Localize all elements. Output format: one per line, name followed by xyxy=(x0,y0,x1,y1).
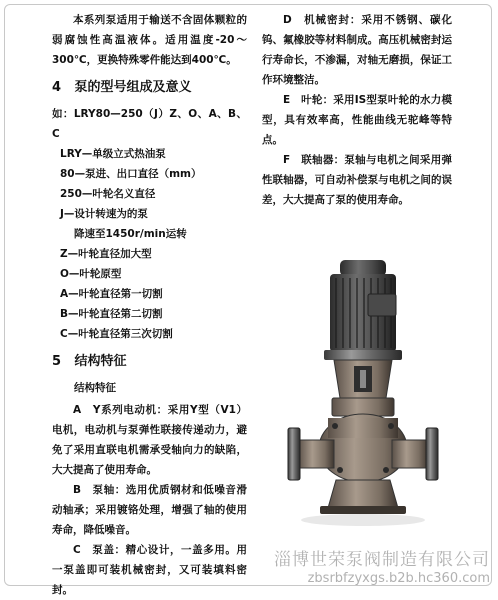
watermark xyxy=(274,545,490,586)
pump-photo xyxy=(280,258,450,536)
inlet-pipe xyxy=(298,440,334,468)
section-5-heading xyxy=(52,352,247,372)
shadow xyxy=(301,514,425,526)
paragraph-e-impeller: E 叶轮：采用IS型泵叶轮的水力模型，具有效率高，性能曲线无驼峰等特点。 xyxy=(262,94,452,146)
terminal-box xyxy=(368,294,396,316)
paragraph-c-cover: C 泵盖：精心设计，一盖多用。用一泵盖即可装机械密封，又可装填料密封。 xyxy=(52,544,247,596)
model-item-250: 250—叶轮名义直径 xyxy=(60,188,156,200)
model-item-j: J—设计转速为的泵 xyxy=(60,208,148,220)
model-item-80: 80—泵进、出口直径（mm） xyxy=(60,168,202,180)
paragraph-f-coupling: F 联轴器：泵轴与电机之间采用弹性联轴器，可自动补偿泵与电机之间的误差，大大提高了泵的使用寿命。 xyxy=(262,154,452,206)
coupling xyxy=(360,370,366,388)
paragraph-d-seal: D 机械密封：采用不锈钢、碳化钨、氟橡胶等材料制成。高压机械密封运行寿命长，不渗漏，对轴无磨损，保证工作环境整洁。 xyxy=(262,14,452,86)
intro-paragraph: 本系列泵适用于输送不含固体颗粒的弱腐蚀性高温液体。适用温度-20～300℃，更换特殊零件能达到400℃。 xyxy=(52,14,247,66)
base-foot xyxy=(320,506,406,514)
outlet-pipe xyxy=(392,440,428,468)
model-item-j-speed: 降速至1450r/min运转 xyxy=(74,228,187,240)
model-item-c: C—叶轮直径第三次切割 xyxy=(60,328,173,340)
model-item-b: B—叶轮直径第二切割 xyxy=(60,308,163,320)
watermark-url: zbsrbfzyxgs.b2b.hc360.com xyxy=(307,571,490,586)
section-4-title: 泵的型号组成及意义 xyxy=(74,80,192,95)
model-item-z: Z—叶轮直径加大型 xyxy=(60,248,152,260)
inlet-flange xyxy=(288,428,300,480)
paragraph-a-motor: A Y系列电动机：采用Y型（V1）电机，电动机与泵弹性联接传递动力，避免了采用直联电机需承受轴向力的缺陷，大大提高了使用寿命。 xyxy=(52,404,247,476)
vertical-pump-illustration xyxy=(280,258,450,536)
section-5-number: 5 xyxy=(52,354,62,369)
pump-base xyxy=(328,480,398,508)
watermark-company: 淄博世荣泵阀制造有限公司 xyxy=(274,550,490,570)
motor-flange xyxy=(324,350,402,360)
section-5-subtitle: 结构特征 xyxy=(74,382,116,394)
paragraph-b-shaft: B 泵轴：选用优质钢材和低噪音滑动轴承；采用镀铬处理，增强了轴的使用寿命，降低噪音。 xyxy=(52,484,247,536)
left-column xyxy=(52,10,247,600)
section-4-number: 4 xyxy=(52,80,62,95)
seal-housing xyxy=(332,398,394,416)
section-5-title: 结构特征 xyxy=(74,354,127,369)
model-example: 如：LRY80—250（J）Z、O、A、B、C xyxy=(52,108,247,140)
model-item-o: O—叶轮原型 xyxy=(60,268,122,280)
section-4-heading xyxy=(52,78,247,98)
right-column xyxy=(262,10,452,210)
casing-top xyxy=(328,418,398,438)
outlet-flange xyxy=(426,428,438,480)
model-item-lry: LRY—单级立式热油泵 xyxy=(60,148,166,160)
model-item-a: A—叶轮直径第一切割 xyxy=(60,288,163,300)
fan-cap xyxy=(340,260,386,276)
